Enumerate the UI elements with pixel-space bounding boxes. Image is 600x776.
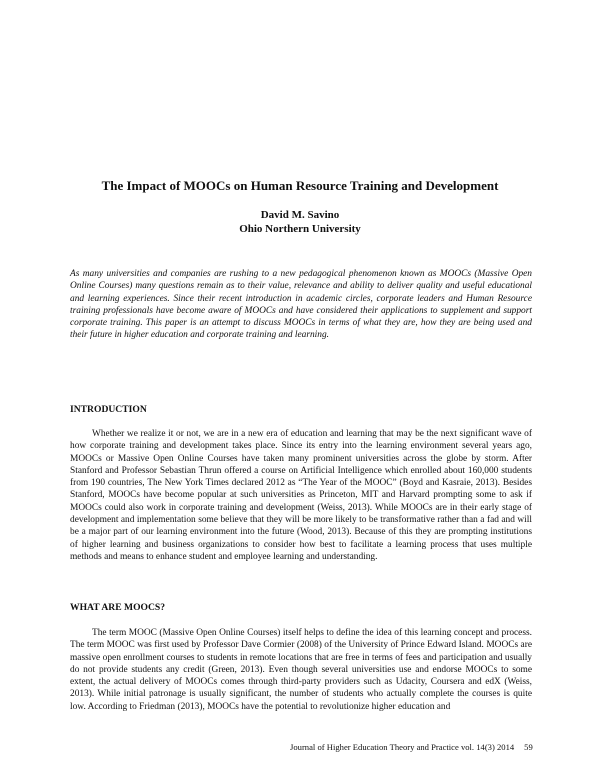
journal-citation: Journal of Higher Education Theory and Practice vol. 14(3) 2014: [290, 742, 515, 752]
author-affiliation: Ohio Northern University: [239, 223, 361, 235]
abstract: As many universities and companies are rushing to a new pedagogical phenomenon known as MOOCs (Massive Open Online Courses) many questions remain as to their value, relevance and ability to deliver quality and useful educational and learning experiences. Since their recent introduction in academic circles, corporate leaders and Human Resource training professionals have become aware of MOOCs and have considered their applications to supplement and support corporate training. This paper is an attempt to discuss MOOCs in terms of what they are, how they are being used and their future in higher education and corporate training and learning.: [70, 269, 532, 341]
section-heading-what-are-moocs: WHAT ARE MOOCS?: [70, 602, 166, 613]
author-name: David M. Savino: [260, 209, 340, 221]
section-text-what-are-moocs: The term MOOC (Massive Open Online Courses) itself helps to define the idea of this learning concept and process. The term MOOC was first used by Professor Dave Cormier (2008) of the University of Prince Edward Island. MOOCs are massive open enrollment courses to students in remote locations that are free in terms of fees and participation and usually do not provide students any credit (Green, 2013). Even though several universities use and endorse MOOCs to some extent, the actual delivery of MOOCs comes through third-party providers such as Udacity, Coursera and edX (Weiss, 2013). While initial patronage is usually significant, the number of students who actually complete the courses is quite low. According to Friedman (2013), MOOCs have the potential to revolutionize higher education and: [70, 628, 532, 712]
page-number: 59: [524, 742, 533, 752]
page-footer: [290, 742, 531, 753]
section-heading-introduction: INTRODUCTION: [70, 404, 147, 415]
paper-title: The Impact of MOOCs on Human Resource Training and Development: [101, 178, 499, 193]
section-text-introduction: Whether we realize it or not, we are in a new era of education and learning that may be the next significant wave of how corporate training and development takes place. Since its entry into the learning environment several years ago, MOOCs or Massive Open Online Courses have taken many prominent universities across the globe by storm. After Stanford and Professor Sebastian Thrun offered a course on Artificial Intelligence which enrolled about 160,000 students from 190 countries, The New York Times declared 2012 as “The Year of the MOOC” (Boyd and Kasraie, 2013). Besides Stanford, MOOCs have become popular at such universities as Princeton, MIT and Harvard prompting some to ask if MOOCs could also work in corporate training and development (Weiss, 2013). While MOOCs are in their early stage of development and implementation some believe that they will be more likely to be transformative rather than a fad and will be a major part of our learning environment into the future (Wood, 2013). Because of this they are prompting institutions of higher learning and business organizations to consider how best to facilitate a learning process that uses multiple methods and means to enhance student and employee learning and understanding.: [70, 429, 532, 562]
author-block: [60, 208, 540, 236]
